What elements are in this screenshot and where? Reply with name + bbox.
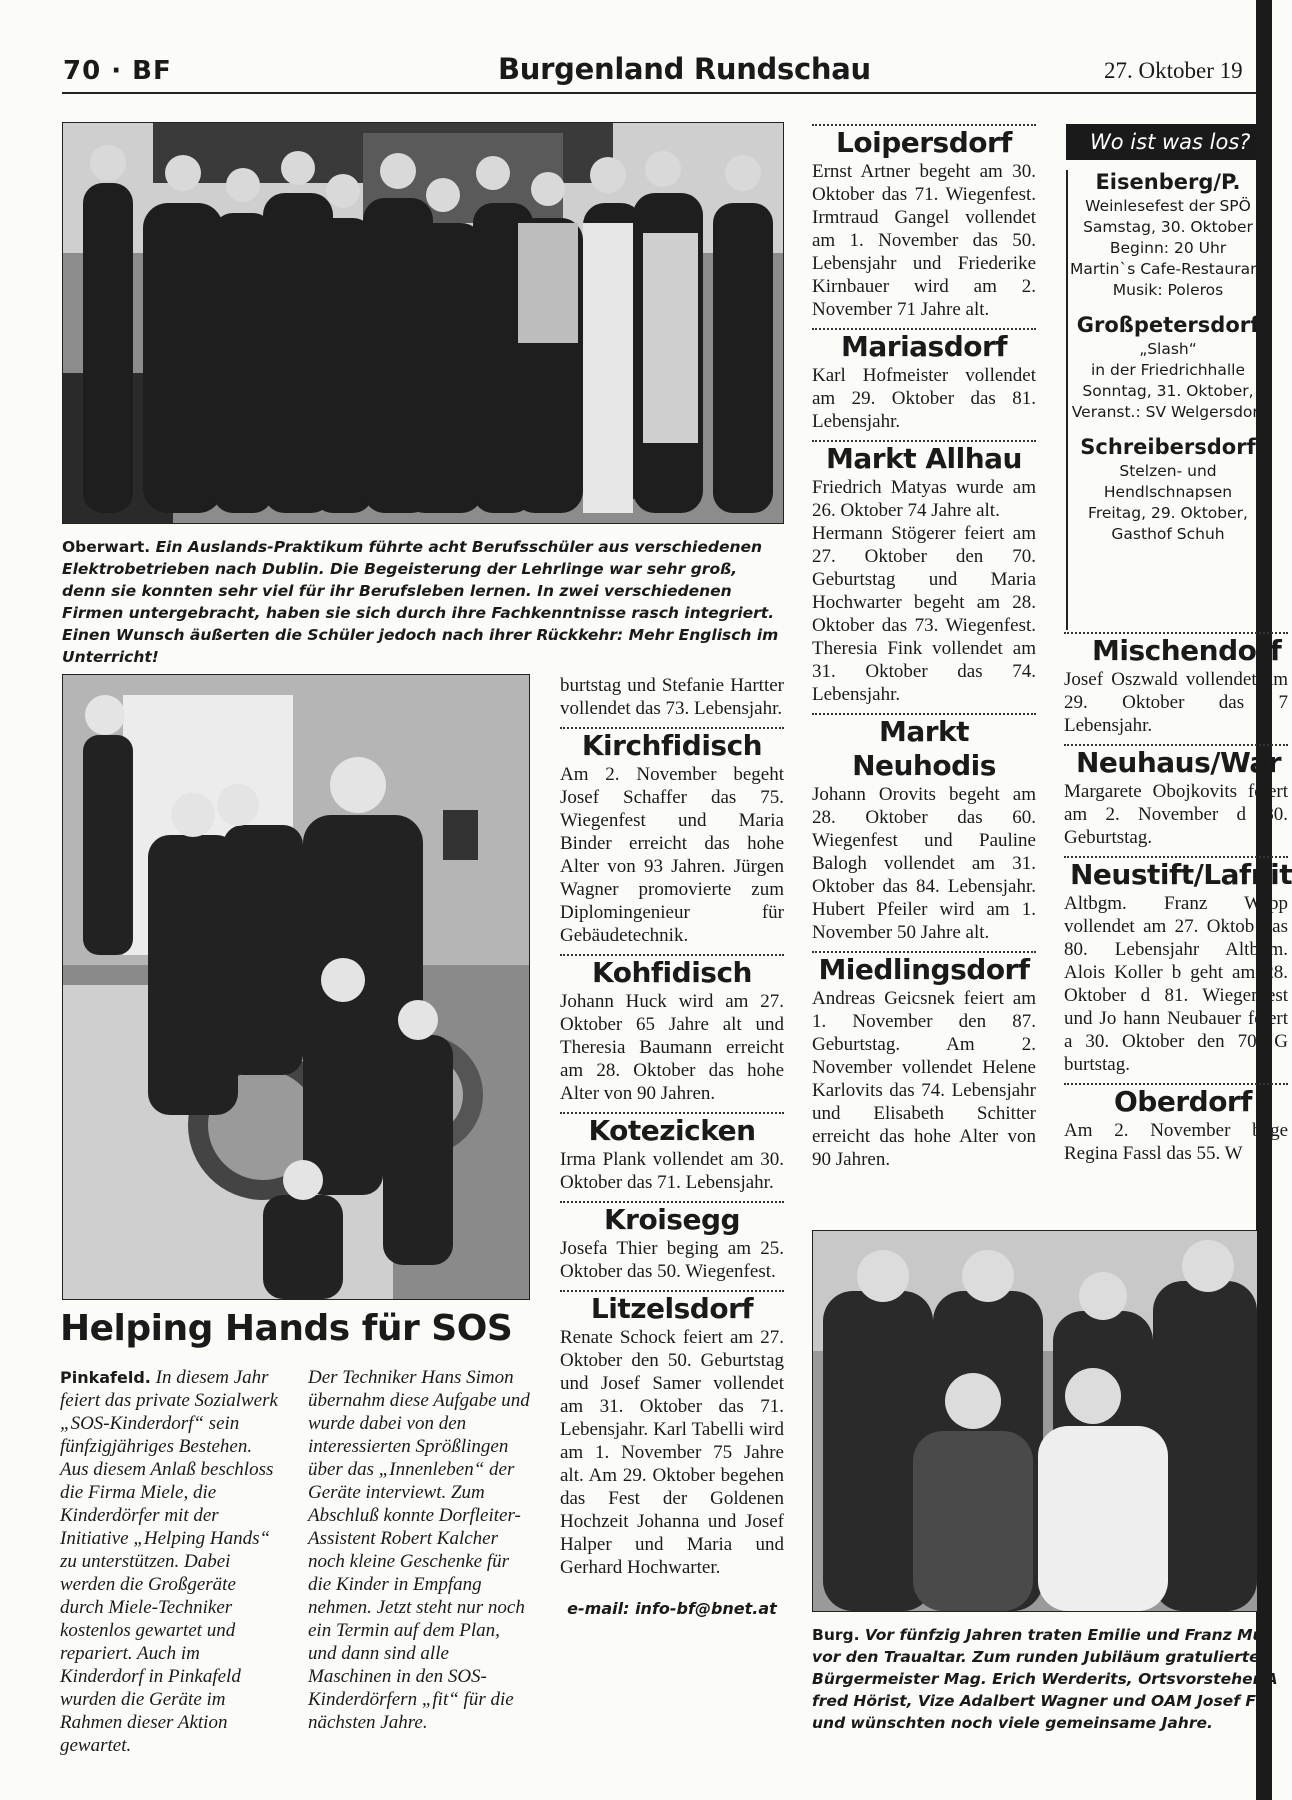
event-line: Stelzen- und — [1119, 462, 1217, 480]
email-address: e-mail: info-bf@bnet.at — [567, 1599, 777, 1618]
caption-text: Vor fünfzig Jahren traten Emilie und Franz Mu vor den Traualtar. Zum runden Jubiläum gratulierte Bürgermeister Mag. Erich Werderits, Ortsvorsteher A fred Hörist, Vize Adalbert Wagner und OAM Josef F und wünschten noch viele gemeinsame Jahre. — [812, 1626, 1278, 1732]
section-text: Ernst Artner begeht am 30. Oktober das 71. Wiegenfest. Irmtraud Gangel vollendet am 1. November das 50. Lebensjahr und Friederike Kirnbauer wird am 2. November 71 Jahre alt. — [812, 161, 1036, 320]
event-line: Hendlschnapsen — [1103, 483, 1233, 501]
header-rule — [62, 92, 1256, 94]
photo-apprentices-group — [62, 122, 784, 524]
event-line: Sonntag, 31. Oktober, — [1082, 382, 1254, 400]
section-text: Johann Orovits begeht am 28. Oktober das 60. Wiegenfest und Pauline Balogh vollendet am 31. Oktober das 84. Lebensjahr. Hubert Pfeiler wird am 1. November 50 Jahre alt. — [812, 784, 1036, 943]
caption-place: Oberwart. — [62, 538, 151, 556]
column-4 — [812, 124, 1036, 1171]
page-number: 70 · BF — [63, 56, 172, 86]
event-line: Veranst.: SV Welgersdorf — [1071, 403, 1265, 421]
event-place-grosspetersdorf: Großpetersdorf — [1076, 313, 1260, 337]
event-line: Samstag, 30. Oktober — [1083, 218, 1253, 236]
section-text: Am 2. November bege Regina Fassl das 55. W — [1064, 1120, 1288, 1164]
continuation-text: burtstag und Stefanie Hartter vollendet das 73. Lebensjahr. — [560, 675, 784, 719]
photo-sos-children — [62, 674, 530, 1300]
event-line: Weinlesefest der SPÖ — [1085, 197, 1251, 215]
events-box-title: Wo ist was los? — [1066, 124, 1256, 160]
section-title-loipersdorf: Loipersdorf — [836, 126, 1012, 159]
event-line: Beginn: 20 Uhr — [1109, 239, 1227, 257]
section-title-markt-allhau: Markt Allhau — [826, 442, 1022, 475]
section-title-mariasdorf: Mariasdorf — [841, 330, 1007, 363]
column-5 — [1064, 632, 1292, 1212]
article-headline: Helping Hands für SOS — [60, 1308, 513, 1349]
event-line: in der Friedrichhalle — [1090, 361, 1246, 379]
event-line: Gasthof Schuh — [1111, 525, 1225, 543]
caption-place: Burg. — [812, 1626, 860, 1644]
section-text: Josef Oszwald vollendet am 29. Oktober das 7 Lebensjahr. — [1064, 669, 1288, 736]
section-text: Karl Hofmeister vollendet am 29. Oktober das 81. Lebensjahr. — [812, 365, 1036, 432]
sos-article-col1 — [60, 1366, 278, 1757]
event-line: Martin`s Cafe-Restaurant — [1070, 260, 1266, 278]
caption-text: Ein Auslands-Praktikum führte acht Berufsschüler aus verschiedenen Elektrobetrieben nach Dublin. Die Begeisterung der Lehrlinge war sehr groß, denn sie konnten sehr viel für ihr Berufsleben lernen. In zwei verschiedenen Firmen untergebracht, haben sie sich durch ihre Fachkenntnisse rasch integriert. Einen Wunsch äußerten die Schüler jedoch nach ihrer Rückkehr: Mehr Englisch im Unterricht! — [62, 538, 779, 666]
section-title-mischendorf: Mischendorf — [1092, 634, 1282, 667]
newspaper-title: Burgenland Rundschau — [498, 52, 871, 86]
article-col1-text: In diesem Jahr feiert das private Sozialwerk „SOS-Kinderdorf“ sein fünfzigjähriges Bestehen. Aus diesem Anlaß beschloss die Firma Miele, die Kinderdörfer mit der Initiative „Helping Hands“ zu unterstützen. Dabei werden die Großgeräte durch Miele-Techniker kostenlos gewartet und repariert. Auch im Kinderdorf in Pinkafeld wurden die Geräte im Rahmen dieser Aktion gewartet. — [60, 1367, 278, 1756]
photo-golden-wedding — [812, 1230, 1257, 1612]
section-text: Josefa Thier beging am 25. Oktober das 50. Wiegenfest. — [560, 1238, 784, 1282]
event-line: „Slash“ — [1139, 340, 1197, 358]
event-line: Freitag, 29. Oktober, — [1088, 504, 1248, 522]
section-text: Margarete Obojkovits feiert am 2. November d 80. Geburtstag. — [1064, 781, 1288, 848]
section-text: Johann Huck wird am 27. Oktober 65 Jahre alt und Theresia Baumann erreicht am 28. Oktober das hohe Alter von 90 Jahren. — [560, 991, 784, 1104]
section-text: Andreas Geicsnek feiert am 1. November den 87. Geburtstag. Am 2. November vollendet Helene Karlovits das 74. Lebensjahr und Elisabeth Schitter erreicht das hohe Alter von 90 Jahren. — [812, 988, 1036, 1170]
sos-article-col2 — [308, 1366, 530, 1734]
section-title-neuhaus: Neuhaus/War — [1076, 746, 1282, 779]
section-text: Renate Schock feiert am 27. Oktober den 50. Geburtstag und Josef Samer vollendet am 31. Oktober das 71. Lebensjahr. Karl Tabelli wird am 1. November 75 Jahre alt. Am 29. Oktober begehen das Fest der Goldenen Hochzeit Johanna und Josef Halper und Maria und Gerhard Hochwarter. — [560, 1327, 784, 1578]
events-box — [1066, 124, 1266, 620]
photo3-caption — [812, 1624, 1278, 1764]
photo1-caption — [62, 536, 780, 668]
section-text: Irma Plank vollendet am 30. Oktober das 71. Lebensjahr. — [560, 1149, 784, 1193]
section-text: Friedrich Matyas wurde am 26. Oktober 74 Jahre alt. Hermann Stögerer feiert am 27. Oktober den 70. Geburtstag und Maria Hochwarter begeht am 28. Oktober das 73. Wiegenfest. Theresia Fink vollendet am 31. Oktober das 74. Lebensjahr. — [812, 477, 1036, 705]
section-title-kirchfidisch: Kirchfidisch — [581, 729, 763, 762]
section-title-litzelsdorf: Litzelsdorf — [590, 1292, 754, 1325]
event-place-eisenberg: Eisenberg/P. — [1095, 170, 1241, 194]
issue-date: 27. Oktober 19 — [1104, 58, 1243, 83]
section-title-miedlingsdorf: Miedlingsdorf — [818, 953, 1030, 986]
column-3 — [560, 674, 784, 1618]
section-title-neustift: Neustift/Lafnit — [1070, 858, 1292, 891]
events-box-body — [1066, 170, 1266, 630]
section-text: Altbgm. Franz Wapp vollendet am 27. Oktob das 80. Lebensjahr Altbgm. Alois Koller b geht am 28. Oktober d 81. Wiegenfest und Jo hann Neubauer feiert a 30. Oktober den 70. G burtstag. — [1064, 893, 1288, 1075]
section-text: Am 2. November begeht Josef Schaffer das 75. Wiegenfest und Maria Binder erreicht das hohe Alter von 93 Jahren. Jürgen Wagner promovierte zum Diplomingenieur für Gebäudetechnik. — [560, 764, 784, 946]
section-title-kohfidisch: Kohfidisch — [592, 956, 752, 989]
section-title-markt-neuhodis: Markt Neuhodis — [852, 715, 996, 782]
article-place: Pinkafeld. — [60, 1368, 151, 1387]
section-title-kroisegg: Kroisegg — [603, 1203, 741, 1236]
event-place-schreibersdorf: Schreibersdorf — [1080, 435, 1256, 459]
section-title-kotezicken: Kotezicken — [588, 1114, 756, 1147]
article-col2-text: Der Techniker Hans Simon übernahm diese Aufgabe und wurde dabei von den interessierten Sprößlingen über das „Innenleben“ der Geräte interviewt. Zum Abschluß konnte Dorfleiter-Assistent Robert Kalcher noch kleine Geschenke für die Kinder in Empfang nehmen. Jetzt steht nur noch ein Termin auf dem Plan, und dann sind alle Maschinen in den SOS-Kinderdörfern „fit“ für die nächsten Jahre. — [308, 1367, 530, 1733]
section-title-oberdorf: Oberdorf — [1114, 1085, 1252, 1118]
event-line: Musik: Poleros — [1112, 281, 1224, 299]
